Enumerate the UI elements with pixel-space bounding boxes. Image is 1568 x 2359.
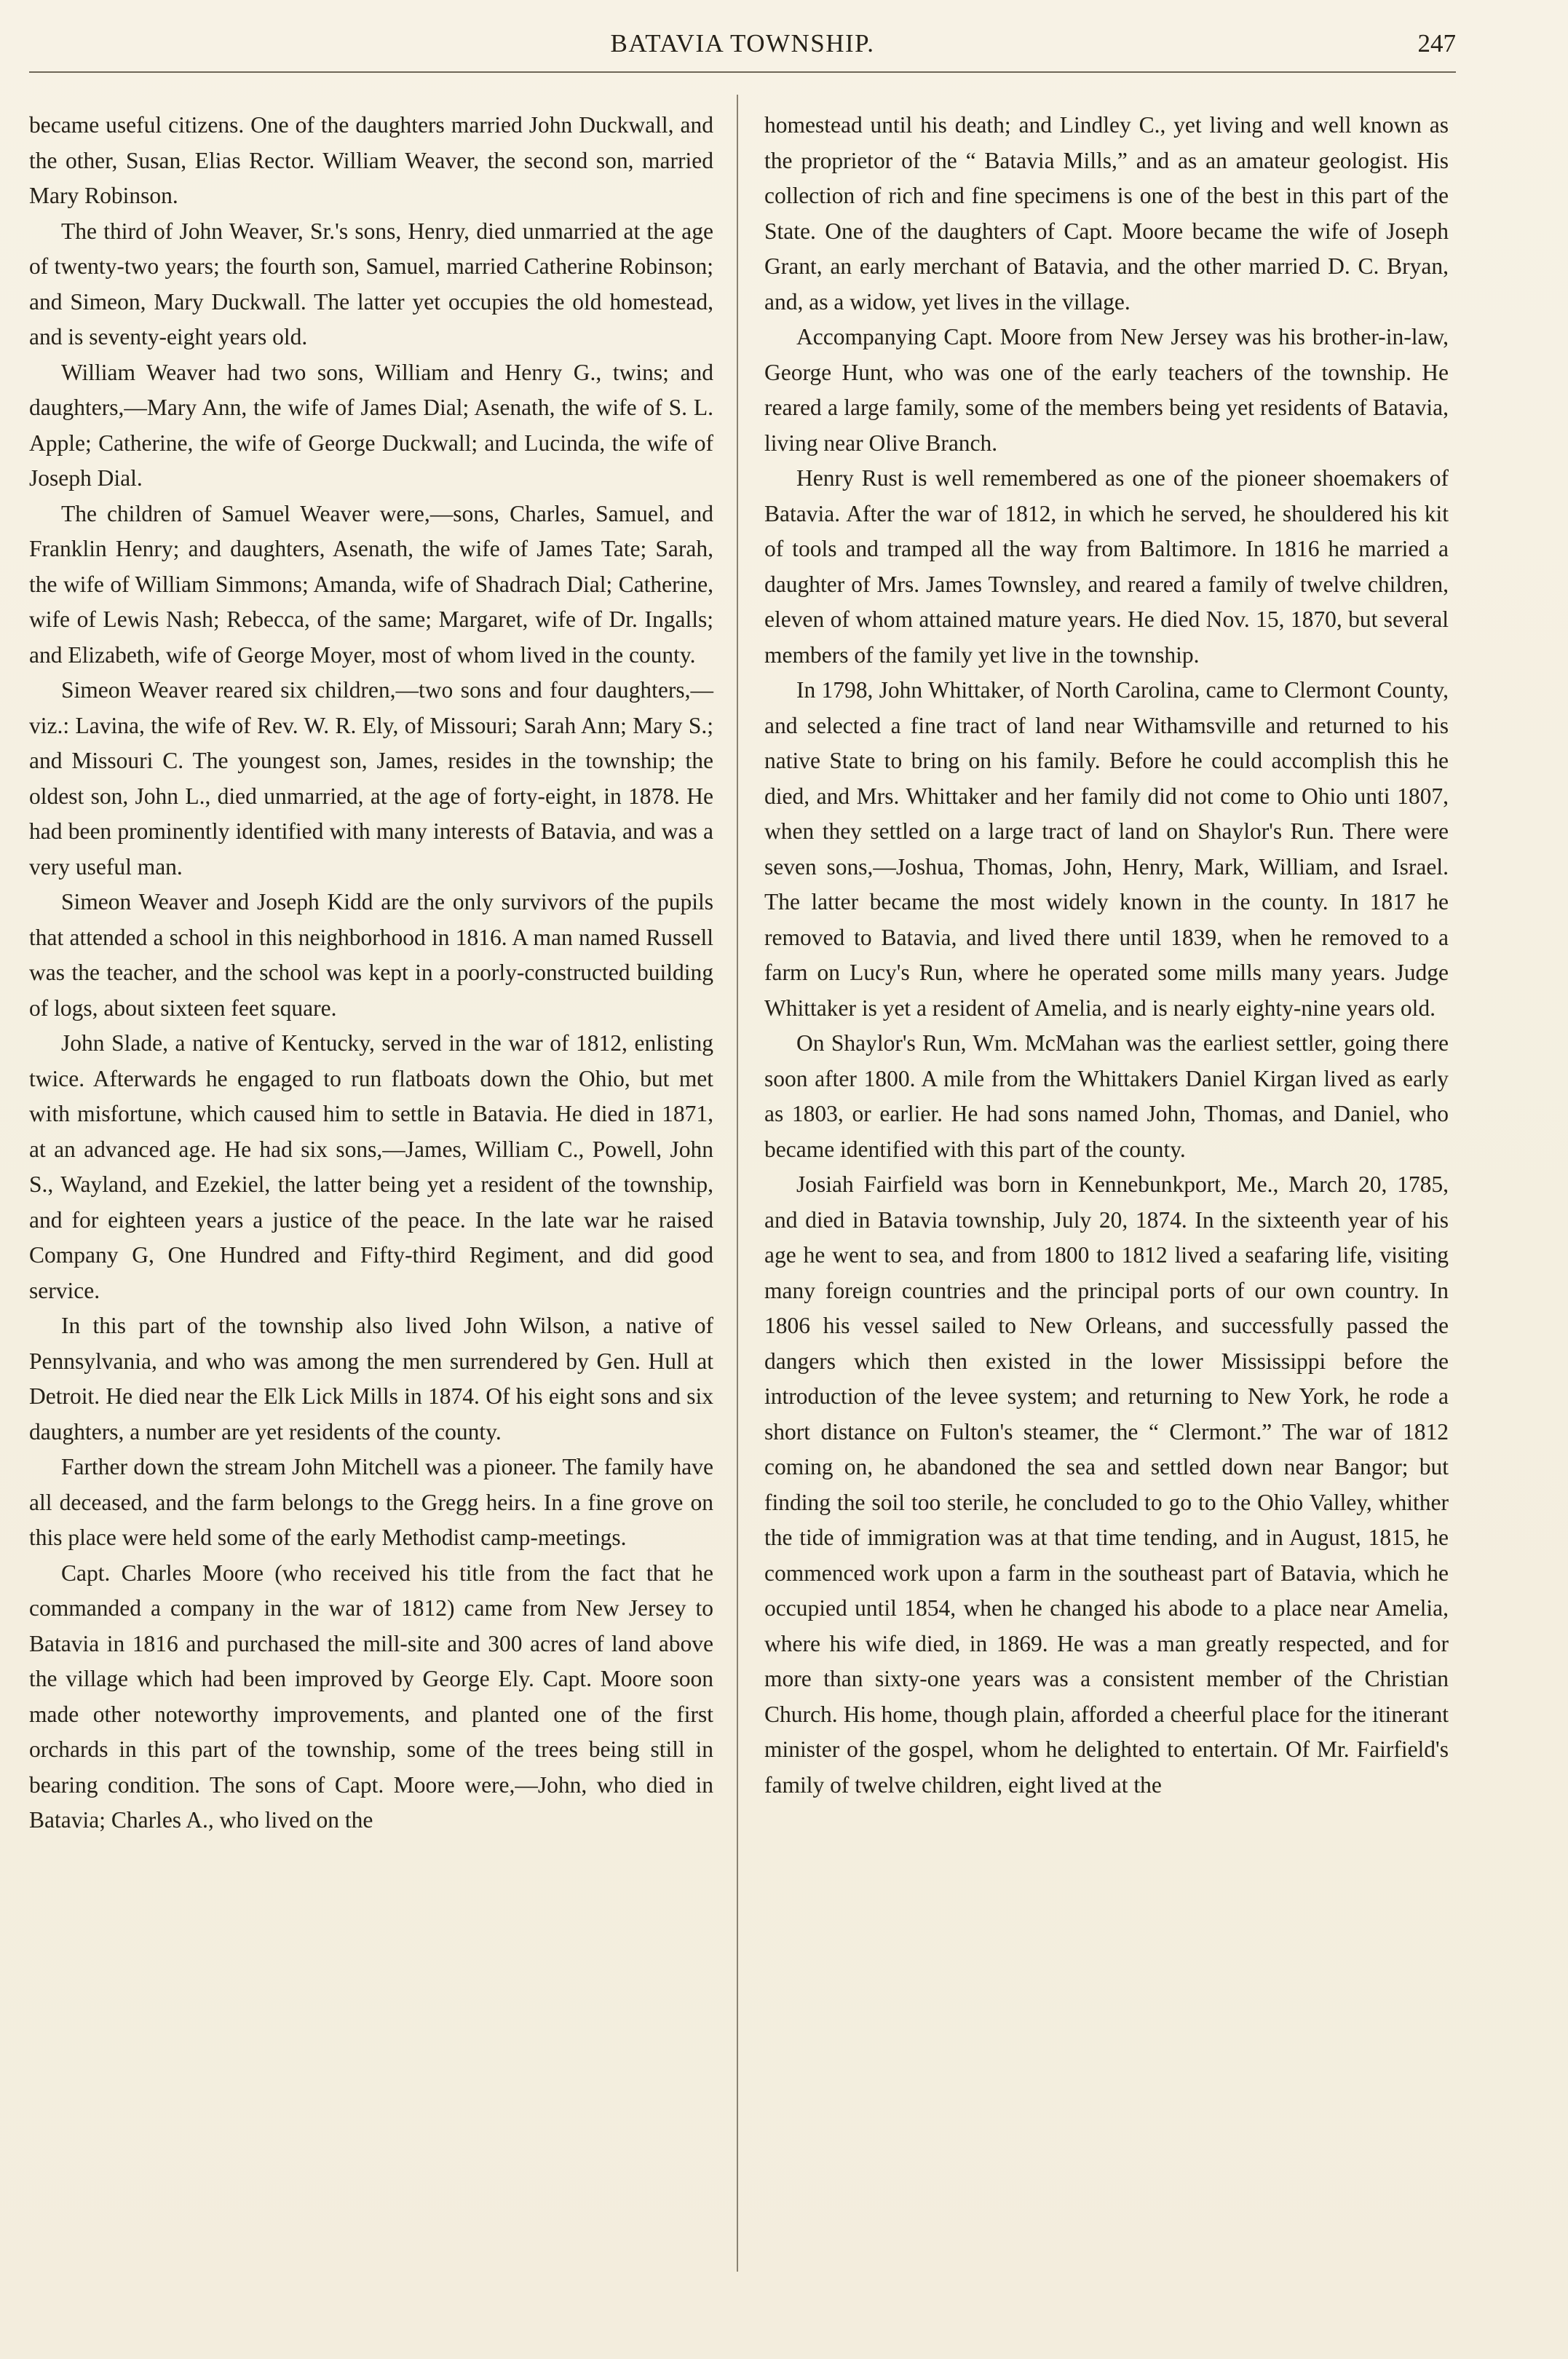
paragraph: Henry Rust is well remembered as one of the pioneer shoemakers of Batavia. After the war of 1812, in which he served, he shouldered his kit of tools and tramped all the way from Baltimore. In 1816 he married a daughter of Mrs. James Townsley, and reared a family of twelve children, eleven of whom attained mature years. He died Nov. 15, 1870, but several members of the family yet live in the township.	[764, 465, 1449, 668]
paragraph: Simeon Weaver and Joseph Kidd are the only survivors of the pupils that attended a school in this neighborhood in 1816. A man named Russell was the teacher, and the school was kept in a poorly-constructed building of logs, about sixteen feet square.	[29, 889, 713, 1021]
paragraph: William Weaver had two sons, William and Henry G., twins; and daughters,—Mary Ann, the wife of James Dial; Asenath, the wife of S. L. Apple; Catherine, the wife of George Duckwall; and Lucinda, the wife of Joseph Dial.	[29, 359, 713, 491]
paragraph: The third of John Weaver, Sr.'s sons, Henry, died unmarried at the age of twenty-two years; the fourth son, Samuel, married Catherine Robinson; and Simeon, Mary Duckwall. The latter yet occupies the old homestead, and is seventy-eight years old.	[29, 218, 713, 349]
page-title: BATAVIA TOWNSHIP.	[610, 29, 875, 58]
header-rule	[29, 71, 1456, 73]
paragraph: Simeon Weaver reared six children,—two sons and four daughters,—viz.: Lavina, the wife of Rev. W. R. Ely, of Missouri; Sarah Ann; Mary S.; and Missouri C. The youngest son, James, resides in the township; the oldest son, John L., died unmarried, at the age of forty-eight, in 1878. He had been prominently identified with many interests of Batavia, and was a very useful man.	[29, 677, 713, 880]
right-column	[764, 108, 1449, 1803]
paragraph: homestead until his death; and Lindley C., yet living and well known as the proprietor of the “ Batavia Mills,” and as an amateur geologist. His collection of rich and fine specimens is one of the best in this part of the State. One of the daughters of Capt. Moore became the wife of Joseph Grant, an early merchant of Batavia, and the other married D. C. Bryan, and, as a widow, yet lives in the village.	[764, 112, 1449, 315]
paragraph: became useful citizens. One of the daughters married John Duckwall, and the other, Susan, Elias Rector. William Weaver, the second son, married Mary Robinson.	[29, 112, 713, 208]
paragraph: The children of Samuel Weaver were,—sons, Charles, Samuel, and Franklin Henry; and daughters, Asenath, the wife of James Tate; Sarah, the wife of William Simmons; Amanda, wife of Shadrach Dial; Catherine, wife of Lewis Nash; Rebecca, of the same; Margaret, wife of Dr. Ingalls; and Elizabeth, wife of George Moyer, most of whom lived in the county.	[29, 500, 713, 668]
paragraph: In this part of the township also lived John Wilson, a native of Pennsylvania, and who was among the men surrendered by Gen. Hull at Detroit. He died near the Elk Lick Mills in 1874. Of his eight sons and six daughters, a number are yet residents of the county.	[29, 1313, 713, 1445]
paragraph: In 1798, John Whittaker, of North Carolina, came to Clermont County, and selected a fine tract of land near Withamsville and returned to his native State to bring on his family. Before he could accomplish this he died, and Mrs. Whittaker and her family did not come to Ohio unti 1807, when they settled on a large tract of land on Shaylor's Run. There were seven sons,—Joshua, Thomas, John, Henry, Mark, William, and Israel. The latter became the most widely known in the county. In 1817 he removed to Batavia, and lived there until 1839, when he removed to a farm on Lucy's Run, where he operated some mills many years. Judge Whittaker is yet a resident of Amelia, and is nearly eighty-nine years old.	[764, 677, 1449, 1021]
running-head	[29, 29, 1456, 73]
page-number: 247	[1417, 29, 1456, 58]
paragraph: Josiah Fairfield was born in Kennebunkport, Me., March 20, 1785, and died in Batavia township, July 20, 1874. In the sixteenth year of his age he went to sea, and from 1800 to 1812 lived a seafaring life, visiting many foreign countries and the principal ports of our own country. In 1806 his vessel sailed to New Orleans, and successfully passed the dangers which then existed in the lower Mississippi before the introduction of the levee system; and returning to New York, he rode a short distance on Fulton's steamer, the “ Clermont.” The war of 1812 coming on, he abandoned the sea and settled down near Bangor; but finding the soil too sterile, he concluded to go to the Ohio Valley, whither the tide of immigration was at that time tending, and in August, 1815, he commenced work upon a farm in the southeast part of Batavia, which he occupied until 1854, when he changed his abode to a place near Amelia, where his wife died, in 1869. He was a man greatly respected, and for more than sixty-one years was a consistent member of the Christian Church. His home, though plain, afforded a cheerful place for the itinerant minister of the gospel, whom he delighted to entertain. Of Mr. Fairfield's family of twelve children, eight lived at the	[764, 1171, 1449, 1798]
column-divider	[737, 95, 738, 2272]
paragraph: Accompanying Capt. Moore from New Jersey was his brother-in-law, George Hunt, who was one of the early teachers of the township. He reared a large family, some of the members being yet residents of Batavia, living near Olive Branch.	[764, 324, 1449, 456]
paragraph: Capt. Charles Moore (who received his title from the fact that he commanded a company in the war of 1812) came from New Jersey to Batavia in 1816 and purchased the mill-site and 300 acres of land above the village which had been improved by George Ely. Capt. Moore soon made other noteworthy improvements, and planted one of the first orchards in this part of the township, some of the trees being still in bearing condition. The sons of Capt. Moore were,—John, who died in Batavia; Charles A., who lived on the	[29, 1560, 713, 1833]
paragraph: Farther down the stream John Mitchell was a pioneer. The family have all deceased, and the farm belongs to the Gregg heirs. In a fine grove on this place were held some of the early Methodist camp-meetings.	[29, 1454, 713, 1550]
paragraph: On Shaylor's Run, Wm. McMahan was the earliest settler, going there soon after 1800. A mile from the Whittakers Daniel Kirgan lived as early as 1803, or earlier. He had sons named John, Thomas, and Daniel, who became identified with this part of the county.	[764, 1030, 1449, 1162]
paragraph: John Slade, a native of Kentucky, served in the war of 1812, enlisting twice. Afterwards he engaged to run flatboats down the Ohio, but met with misfortune, which caused him to settle in Batavia. He died in 1871, at an advanced age. He had six sons,—James, William C., Powell, John S., Wayland, and Ezekiel, the latter being yet a resident of the township, and for eighteen years a justice of the peace. In the late war he raised Company G, One Hundred and Fifty-third Regiment, and did good service.	[29, 1030, 713, 1303]
left-column	[29, 108, 713, 1838]
